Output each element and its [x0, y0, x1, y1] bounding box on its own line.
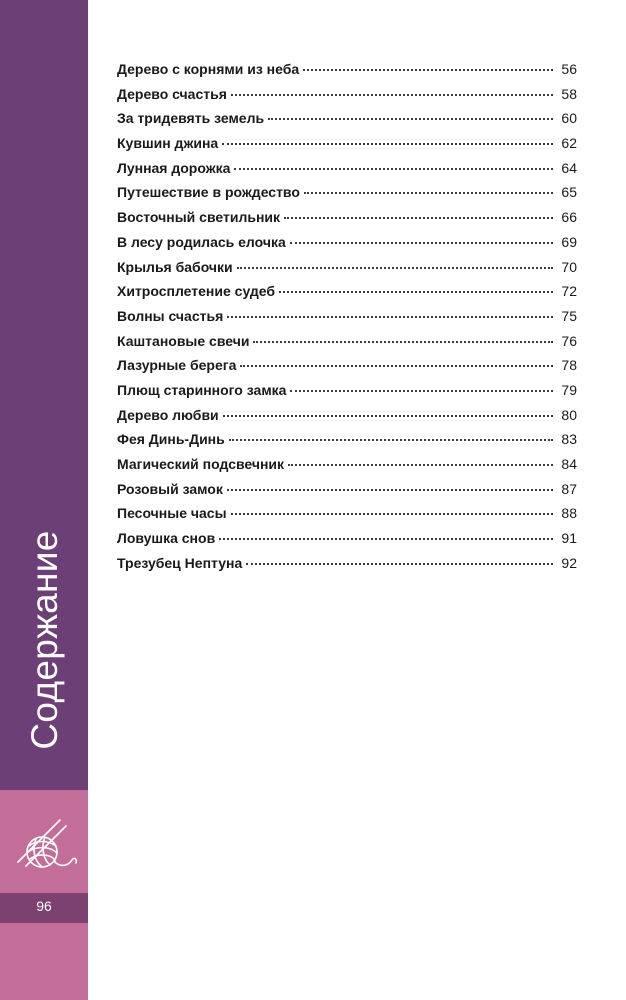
toc-dot-leader: [303, 69, 553, 71]
toc-entry-page: 87: [561, 480, 577, 497]
toc-dot-leader: [231, 94, 553, 96]
toc-entry-title: За тридевять земель: [117, 110, 265, 127]
toc-entry: [117, 308, 577, 333]
toc-entry: [117, 135, 577, 160]
toc-entry: [117, 160, 577, 185]
toc-entry-page: 75: [561, 307, 577, 324]
toc-entry: [117, 61, 577, 86]
toc-entry-title: Кувшин джина: [117, 135, 219, 152]
toc-dot-leader: [234, 168, 553, 170]
toc-entry-page: 56: [561, 61, 577, 77]
toc-entry-title: Крылья бабочки: [117, 258, 233, 275]
toc-entry-page: 64: [561, 159, 577, 176]
toc-entry-title: Дерево счастья: [117, 85, 227, 102]
toc-dot-leader: [219, 538, 553, 540]
toc-entry: [117, 407, 577, 432]
toc-dot-leader: [304, 192, 553, 194]
toc-entry-title: Магический подсвечник: [117, 456, 285, 472]
toc-entry-title: Лунная дорожка: [117, 159, 231, 176]
toc-entry-title: Ловушка снов: [117, 530, 216, 547]
toc-entry: [117, 456, 577, 481]
toc-entry-page: 58: [561, 85, 577, 102]
toc-entry-title: Каштановые свечи: [117, 332, 250, 349]
toc-entry: [117, 530, 577, 555]
toc-entry: [117, 110, 577, 135]
page-number: 96: [36, 898, 52, 914]
toc-entry: [117, 184, 577, 209]
toc-entry-page: 76: [561, 332, 577, 349]
toc-entry-page: 92: [561, 554, 577, 571]
toc-dot-leader: [288, 464, 553, 466]
toc-entry-page: 62: [561, 135, 577, 152]
toc-entry-page: 65: [561, 184, 577, 201]
toc-entry-page: 79: [561, 381, 577, 398]
toc-entry-title: Фея Динь-Динь: [117, 431, 225, 448]
toc-entry-title: В лесу родилась елочка: [117, 233, 286, 250]
section-title: Содержание: [24, 530, 65, 750]
toc-entry-page: 78: [561, 357, 577, 374]
toc-entry: [117, 481, 577, 506]
toc-entry-title: Трезубец Нептуна: [117, 554, 243, 571]
toc-entry-page: 66: [561, 209, 577, 226]
toc-dot-leader: [290, 390, 553, 392]
toc-dot-leader: [223, 415, 553, 417]
toc-entry-title: Дерево любви: [117, 406, 219, 423]
toc-entry-title: Путешествие в рождество: [117, 184, 300, 201]
toc-dot-leader: [237, 267, 553, 269]
toc-dot-leader: [284, 217, 553, 219]
table-of-contents: [117, 61, 577, 579]
toc-dot-leader: [253, 341, 553, 343]
toc-entry: [117, 333, 577, 358]
toc-entry-page: 83: [561, 431, 577, 448]
toc-entry: [117, 283, 577, 308]
toc-entry-title: Восточный светильник: [117, 209, 281, 226]
toc-entry-title: Хитросплетение судеб: [117, 283, 276, 300]
toc-entry-page: 69: [561, 233, 577, 250]
toc-entry-page: 80: [561, 406, 577, 423]
toc-dot-leader: [227, 316, 553, 318]
toc-dot-leader: [290, 242, 553, 244]
yarn-ball-with-needles-icon: [14, 816, 80, 880]
toc-dot-leader: [231, 513, 553, 515]
toc-entry-page: 70: [561, 258, 577, 275]
toc-entry: [117, 431, 577, 456]
toc-dot-leader: [279, 291, 553, 293]
toc-entry: [117, 259, 577, 284]
toc-entry: [117, 505, 577, 530]
toc-entry-title: Розовый замок: [117, 480, 223, 497]
toc-entry-page: 84: [561, 456, 577, 472]
toc-entry: [117, 555, 577, 580]
toc-entry-title: Песочные часы: [117, 505, 227, 522]
toc-dot-leader: [240, 365, 553, 367]
toc-entry-title: Лазурные берега: [117, 357, 237, 374]
toc-entry: [117, 86, 577, 111]
toc-entry-title: Плющ старинного замка: [117, 381, 287, 398]
toc-dot-leader: [246, 563, 553, 565]
toc-entry-page: 60: [561, 110, 577, 127]
toc-entry-page: 91: [561, 530, 577, 547]
toc-entry: [117, 357, 577, 382]
toc-entry: [117, 209, 577, 234]
toc-entry-title: Дерево с корнями из неба: [117, 61, 300, 77]
toc-dot-leader: [222, 143, 553, 145]
toc-dot-leader: [268, 118, 553, 120]
toc-entry: [117, 234, 577, 259]
toc-dot-leader: [227, 489, 553, 491]
toc-entry-page: 72: [561, 283, 577, 300]
toc-dot-leader: [229, 439, 553, 441]
toc-entry-page: 88: [561, 505, 577, 522]
toc-entry-title: Волны счастья: [117, 307, 224, 324]
toc-entry: [117, 382, 577, 407]
